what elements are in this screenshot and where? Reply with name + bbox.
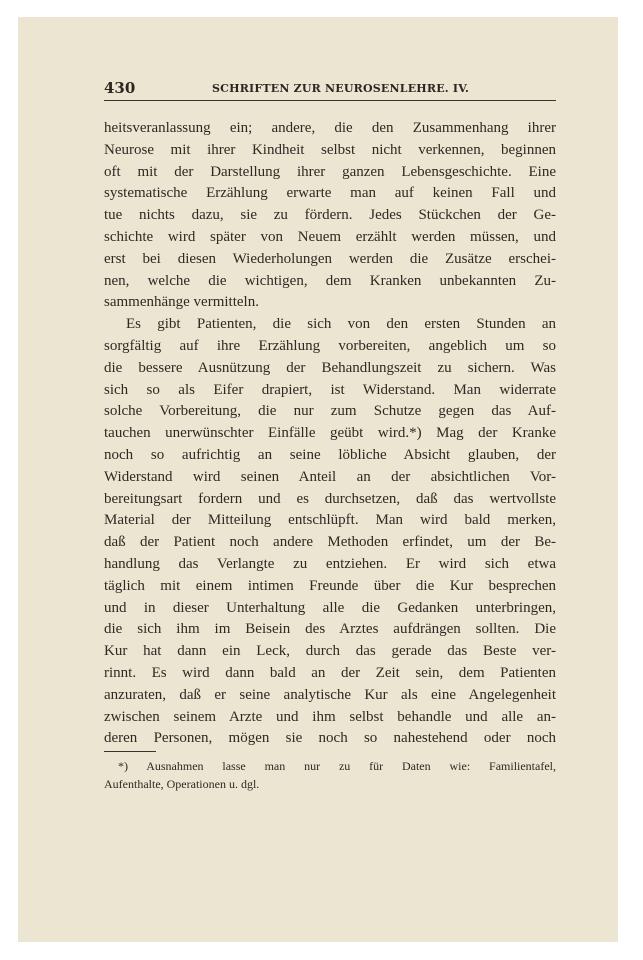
- text-line: die sich ihm im Beisein des Arztes aufdrängen sollten. Die: [104, 621, 556, 638]
- footnote-line: *) Ausnahmen lasse man nur zu für Daten wie: Familientafel,: [118, 759, 556, 773]
- page-number: 430: [104, 79, 136, 97]
- text-line: heitsveranlassung ein; andere, die den Zusammenhang ihrer: [104, 120, 556, 136]
- text-line: und in dieser Unterhaltung alle die Gedanken unterbringen,: [104, 599, 556, 616]
- running-title: SCHRIFTEN ZUR NEUROSENLEHRE. IV.: [212, 82, 470, 95]
- text-line: deren Personen, mögen sie noch so nahestehend oder noch: [104, 730, 556, 747]
- text-line: sich so als Eifer drapiert, ist Widerstand. Man widerrate: [104, 381, 556, 398]
- footnote-divider: [104, 751, 156, 752]
- text-line: Widerstand wird seinen Anteil an der absichtlichen Vor-: [104, 468, 556, 485]
- footnote-line: Aufenthalte, Operationen u. dgl.: [104, 777, 260, 791]
- text-line: oft mit der Darstellung ihrer ganzen Lebensgeschichte. Eine: [104, 163, 556, 180]
- text-line: bereitungsart fordern und es durchsetzen, daß das wertvollste: [104, 490, 556, 507]
- text-line: täglich mit einem intimen Freunde über die Kur besprechen: [104, 577, 556, 594]
- text-line: schichte wird später von Neuem erzählt werden müssen, und: [104, 228, 556, 245]
- page-header: [104, 78, 556, 101]
- text-line: anzuraten, daß er seine analytische Kur als eine Angelegenheit: [104, 686, 556, 703]
- body-text: [104, 118, 556, 750]
- text-line-paragraph-start: Es gibt Patienten, die sich von den ersten Stunden an: [126, 316, 556, 333]
- text-line: erst bei diesen Wiederholungen werden die Zusätze erschei-: [104, 250, 556, 267]
- text-line: noch so aufrichtig an seine löbliche Absicht glauben, der: [104, 446, 556, 463]
- text-line-paragraph-end: sammenhänge vermitteln.: [104, 294, 259, 311]
- text-line: Neurose mit ihrer Kindheit selbst nicht verkennen, beginnen: [104, 141, 556, 158]
- text-line: solche Vorbereitung, die nur zum Schutze gegen das Auf-: [104, 403, 556, 420]
- text-line: rinnt. Es wird dann bald an der Zeit sein, dem Patienten: [104, 664, 556, 681]
- text-line: tauchen unerwünschter Einfälle geübt wird.*) Mag der Kranke: [104, 425, 556, 442]
- text-line: tue nichts dazu, sie zu fördern. Jedes Stückchen der Ge-: [104, 207, 556, 224]
- text-line: Material der Mitteilung entschlüpft. Man wird bald merken,: [104, 512, 556, 529]
- text-line: sorgfältig auf ihre Erzählung vorbereiten, angeblich um so: [104, 337, 556, 354]
- text-line: daß der Patient noch andere Methoden erfindet, um der Be-: [104, 534, 556, 551]
- text-line: systematische Erzählung erwarte man auf keinen Fall und: [104, 185, 556, 202]
- text-line: handlung das Verlangte zu entziehen. Er wird sich etwa: [104, 555, 556, 572]
- text-line: Kur hat dann ein Leck, durch das gerade das Beste ver-: [104, 643, 556, 660]
- text-line: nen, welche die wichtigen, dem Kranken unbekannten Zu-: [104, 272, 556, 289]
- text-line: zwischen seinem Arzte und ihm selbst behandle und alle an-: [104, 708, 556, 725]
- footnote: [104, 757, 556, 793]
- text-line: die bessere Ausnützung der Behandlungszeit zu sichern. Was: [104, 359, 556, 376]
